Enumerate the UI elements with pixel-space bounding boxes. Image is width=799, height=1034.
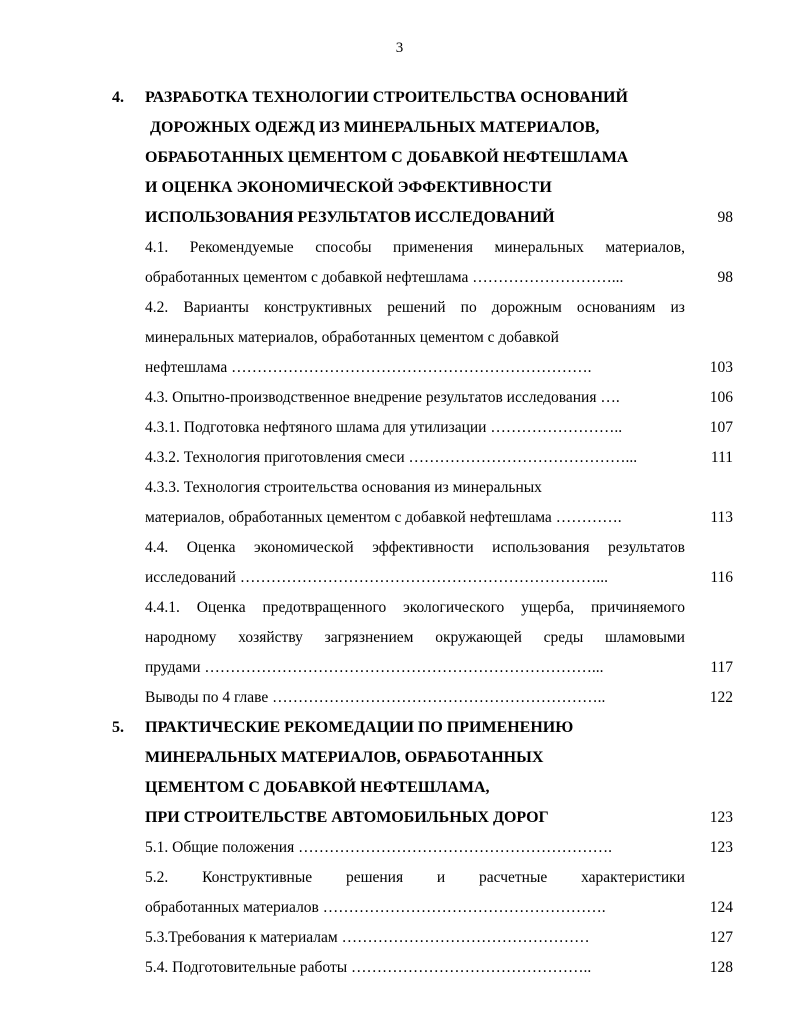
toc-entry-text: прудами …………………………………………………………………... [145,659,604,676]
toc-entry [0,353,799,383]
toc-entry-text: народному хозяйству загрязнением окружающей среды шламовыми [145,629,685,646]
toc-entry-text: материалов, обработанных цементом с добавкой нефтешлама …………. [145,509,622,526]
toc-page-number: 124 [709,899,733,916]
toc-chapter-5-line [0,803,799,833]
toc-chapter-4-line [0,203,799,233]
toc-entry [0,473,799,503]
toc-entry-text: 4.1. Рекомендуемые способы применения минеральных материалов, [145,239,685,256]
toc-entry [0,683,799,713]
toc-entry [0,443,799,473]
toc-page-number: 116 [710,569,733,586]
toc-entry [0,413,799,443]
toc-entry [0,923,799,953]
toc-page-number: 128 [709,959,733,976]
toc-page-number: 123 [709,809,733,826]
toc-entry-text: 5.4. Подготовительные работы ……………………………………….. [145,959,592,976]
toc-entry-text: Выводы по 4 главе ……………………………………………………….. [145,689,606,706]
toc-entry-text: 4.4. Оценка экономической эффективности использования результатов [145,539,685,556]
chapter-title-line: И ОЦЕНКА ЭКОНОМИЧЕСКОЙ ЭФФЕКТИВНОСТИ [145,179,552,196]
toc-entry [0,953,799,983]
toc-entry-text: 4.3.2. Технология приготовления смеси ……………………………………... [145,449,638,466]
chapter-title-line: ЦЕМЕНТОМ С ДОБАВКОЙ НЕФТЕШЛАМА, [145,779,490,796]
toc-entry [0,863,799,893]
toc-chapter-4-line [0,143,799,173]
toc-entry-text: исследований ……………………………………………………………... [145,569,608,586]
toc-page-number: 107 [709,419,733,436]
toc-chapter-5 [0,713,799,743]
toc-entry [0,593,799,623]
toc-chapter-5-line [0,773,799,803]
chapter-title-line: ОБРАБОТАННЫХ ЦЕМЕНТОМ С ДОБАВКОЙ НЕФТЕШЛАМА [145,149,629,166]
toc-entry [0,893,799,923]
toc-page-number: 98 [717,209,733,226]
toc-entry-text: 4.2. Варианты конструктивных решений по дорожным основаниям из [145,299,685,316]
toc-entry [0,293,799,323]
toc-entry-text: 4.3. Опытно-производственное внедрение результатов исследования …. [145,389,620,406]
toc-entry [0,623,799,653]
toc-page-number: 123 [709,839,733,856]
toc-page-number: 113 [710,509,733,526]
toc-entry [0,263,799,293]
toc-entry [0,653,799,683]
toc-page-number: 122 [709,689,733,706]
toc-entry [0,563,799,593]
toc-page-number: 127 [709,929,733,946]
toc-entry-text: обработанных цементом с добавкой нефтешлама ………………………... [145,269,624,286]
toc-entry-text: 5.2. Конструктивные решения и расчетные характеристики [145,869,685,886]
chapter-title-line: ДОРОЖНЫХ ОДЕЖД ИЗ МИНЕРАЛЬНЫХ МАТЕРИАЛОВ, [150,119,600,136]
toc-entry [0,503,799,533]
chapter-number: 4. [112,89,124,106]
page-number: 3 [395,40,404,56]
toc-page-number: 98 [717,269,733,286]
toc-entry-text: обработанных материалов ………………………………………………. [145,899,606,916]
chapter-number: 5. [112,719,124,736]
toc-entry [0,323,799,353]
toc-entry-text: нефтешлама ……………………………………………………………. [145,359,592,376]
toc-entry-text: 5.3.Требования к материалам ………………………………………… [145,929,590,946]
toc-chapter-4 [0,83,799,113]
toc-page-number: 103 [709,359,733,376]
toc-entry-text: 4.4.1. Оценка предотвращенного экологического ущерба, причиняемого [145,599,685,616]
chapter-title-line: РАЗРАБОТКА ТЕХНОЛОГИИ СТРОИТЕЛЬСТВА ОСНОВАНИЙ [145,89,628,106]
toc-chapter-5-line [0,743,799,773]
chapter-title-line: ПРАКТИЧЕСКИЕ РЕКОМЕДАЦИИ ПО ПРИМЕНЕНИЮ [145,719,574,736]
chapter-title-line: ИСПОЛЬЗОВАНИЯ РЕЗУЛЬТАТОВ ИССЛЕДОВАНИЙ [145,209,555,226]
toc-entry [0,533,799,563]
toc-page-number: 117 [710,659,733,676]
toc-entry [0,233,799,263]
toc-entry [0,833,799,863]
toc-page-number: 111 [710,449,733,466]
toc-page-number: 106 [709,389,733,406]
chapter-title-line: ПРИ СТРОИТЕЛЬСТВЕ АВТОМОБИЛЬНЫХ ДОРОГ [145,809,549,826]
toc-entry [0,383,799,413]
toc-entry-text: 4.3.1. Подготовка нефтяного шлама для утилизации …………………….. [145,419,623,436]
toc-entry-text: 5.1. Общие положения ……………………………………………………. [145,839,612,856]
toc-chapter-4-line [0,113,799,143]
toc-entry-text: 4.3.3. Технология строительства основания из минеральных [145,479,542,496]
chapter-title-line: МИНЕРАЛЬНЫХ МАТЕРИАЛОВ, ОБРАБОТАННЫХ [145,749,544,766]
toc-entry-text: минеральных материалов, обработанных цементом с добавкой [145,329,559,346]
toc-chapter-4-line [0,173,799,203]
